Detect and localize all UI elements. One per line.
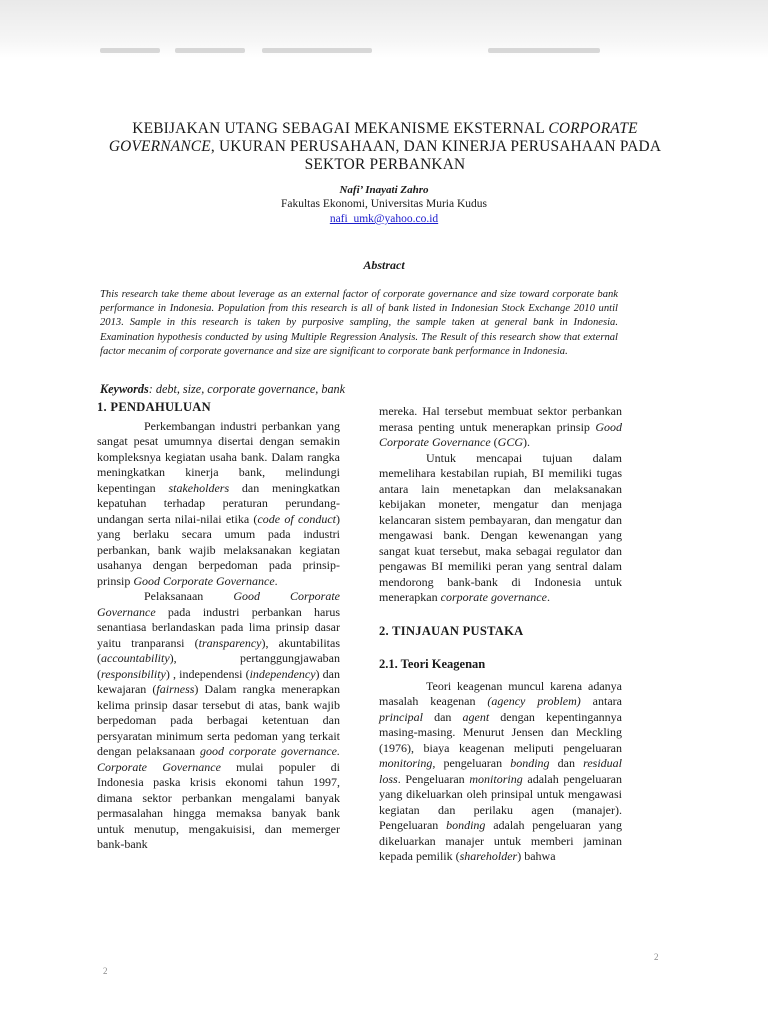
section-heading-tinjauan-pustaka: 2. TINJAUAN PUSTAKA bbox=[379, 623, 524, 638]
paragraph: Pelaksanaan Good Corporate Governance pada industri perbankan harus senantiasa berlandaskan pada lima prinsip dasar yaitu tranparansi (transparency), akuntabilitas (accountability), pertanggungjawaban (responsibility) , independensi (independency) dan kewajaran (fairness) Dalam rangka menerapkan kelima prinsip dasar tersebut di atas, bank wajib berpedoman pada berbagai ketentuan dan persyaratan minimum serta pedoman yang terkait dengan pelaksanaan good corporate governance. Corporate Governance mulai populer di Indonesia paska krisis ekonomi tahun 1997, dimana sektor perbankan mengalami banyak permasalahan hingga memaksa banyak bank untuk menutup, mengakuisisi, dan memerger bank-bank bbox=[97, 589, 341, 851]
subsection-heading-teori-keagenan: 2.1. Teori Keagenan bbox=[379, 657, 486, 671]
abstract-heading: Abstract bbox=[363, 258, 405, 272]
header-smudge bbox=[262, 48, 372, 53]
title-text-cont: , UKURAN PERUSAHAAN, DAN KINERJA PERUSAHAAN PADA SEKTOR PERBANKAN bbox=[210, 138, 662, 173]
keywords-label: Keywords bbox=[100, 382, 149, 396]
paper-title bbox=[90, 120, 680, 174]
section-heading-pendahuluan: 1. PENDAHULUAN bbox=[97, 400, 211, 414]
header-smudge bbox=[175, 48, 245, 53]
abstract-text: This research take theme about leverage as an external factor of corporate governance and size toward corporate bank performance in Indonesia. Population from this research is all of bank listed in Indonesian Stock Exchange 2010 until 2013. Sample in this research is taken by purposive sampling, the sample taken at general bank in Indonesia. Examination hypothesis conducted by using Multiple Regression Analysis. The Result of this research show that external factor mecanim of corporate governance and size are significant to corporate bank performance in Indonesia. bbox=[100, 289, 618, 357]
author-name: Nafi’ Inayati Zahro bbox=[339, 184, 429, 196]
page-number-left: 2 bbox=[103, 966, 108, 976]
left-column bbox=[97, 400, 340, 853]
keywords-text: : debt, size, corporate governance, bank bbox=[148, 382, 346, 396]
author-email-link[interactable]: nafi_umk@yahoo.co.id bbox=[329, 213, 439, 225]
author-affiliation: Fakultas Ekonomi, Universitas Muria Kudus bbox=[280, 198, 488, 210]
right-column bbox=[379, 404, 622, 865]
paragraph: Perkembangan industri perbankan yang sangat pesat umumnya disertai dengan semakin kompleksnya kegiatan usaha bank. Dalam rangka meningkatkan kinerja bank, melindungi kepentingan stakeholders dan meningkatkan kepatuhan terhadap peraturan perundang-undangan serta nilai-nilai etika (code of conduct) yang berlaku secara umum pada industri perbankan, bank wajib melaksanakan kegiatan usahanya dengan berpedoman pada prinsip-prinsip Good Corporate Governance. bbox=[97, 418, 340, 588]
paragraph: mereka. Hal tersebut membuat sektor perbankan merasa penting untuk menerapkan prinsip Good Corporate Governance (GCG). bbox=[379, 404, 622, 449]
paragraph: Untuk mencapai tujuan dalam memelihara kestabilan rupiah, BI memiliki tugas antara lain menetapkan dan melaksanakan kebijakan moneter, mengatur dan menjaga kelancaran sistem pembayaran, dan mengatur dan mengawasi bank. Dengan kewenangan yang sangat kuat tersebut, maka sebagai regulator dan pengawas BI memiliki peran yang sentral dalam mendorong bank-bank di Indonesia untuk menerapkan corporate governance. bbox=[379, 450, 622, 604]
header-smudge bbox=[488, 48, 600, 53]
keywords-line bbox=[100, 382, 345, 397]
page-number-right: 2 bbox=[654, 952, 659, 962]
scanned-header-strip bbox=[0, 0, 768, 58]
title-italic-text: CORPORATE GOVERNANCE bbox=[108, 120, 638, 155]
title-text: KEBIJAKAN UTANG SEBAGAI MEKANISME EKSTERNAL bbox=[132, 120, 549, 137]
header-smudge bbox=[100, 48, 160, 53]
paragraph: Teori keagenan muncul karena adanya masalah keagenan (agency problem) antara principal dan agent dengan kepentingannya masing-masing. Menurut Jensen dan Meckling (1976), biaya keagenan meliputi pengeluaran monitoring, pengeluaran bonding dan residual loss. Pengeluaran monitoring adalah pengeluaran yang dikeluarkan oleh prinsipal untuk mengawasi kegiatan dan perilaku agen (manajer). Pengeluaran bonding adalah pengeluaran yang dikeluarkan manajer untuk memberi jaminan kepada pemilik (shareholder) bahwa bbox=[379, 678, 623, 863]
